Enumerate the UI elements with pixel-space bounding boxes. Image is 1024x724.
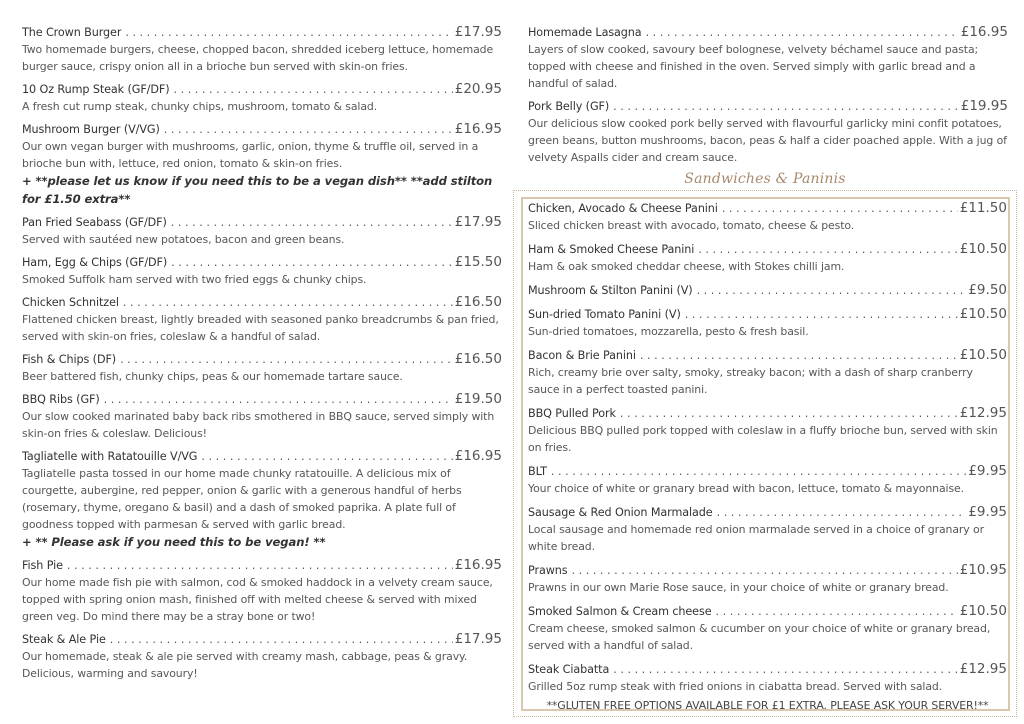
dot-leader — [123, 294, 453, 311]
item-description: Our slow cooked marinated baby back ribs smothered in BBQ sauce, served simply with skin-on fries & coleslaw. Delicious! — [22, 410, 495, 440]
item-price: £10.50 — [959, 347, 1007, 363]
menu-item — [22, 631, 502, 682]
dot-leader — [646, 24, 959, 41]
item-description: Cream cheese, smoked salmon & cucumber on your choice of white or granary bread, served with a handful of salad. — [528, 622, 991, 652]
item-price: £17.95 — [454, 24, 502, 40]
menu-item — [528, 562, 1007, 596]
item-price: £11.50 — [959, 200, 1007, 216]
dot-leader — [571, 562, 957, 579]
item-name: The Crown Burger — [22, 26, 122, 39]
menu-item — [22, 351, 502, 385]
menu-item — [22, 391, 502, 442]
menu-item — [528, 24, 1008, 92]
item-name: Sausage & Red Onion Marmalade — [528, 506, 713, 519]
dot-leader — [613, 661, 958, 678]
item-description: Our home made fish pie with salmon, cod & smoked haddock in a velvety cream sauce, topped with spring onion mash, finished off with melted cheese & served with mixed green veg. Do mind there may be a stray bone or two! — [22, 576, 493, 623]
item-description: Flattened chicken breast, lightly breaded with seasoned panko breadcrumbs & pan fried, served with skin-on fries, coleslaw & a handful of salad. — [22, 313, 499, 343]
item-note: + ** Please ask if you need this to be vegan! ** — [22, 535, 326, 549]
item-price: £10.50 — [959, 241, 1007, 257]
item-price: £16.95 — [454, 557, 502, 573]
dot-leader — [125, 24, 452, 41]
menu-item — [528, 504, 1007, 555]
dot-leader — [620, 405, 958, 422]
dot-leader — [104, 391, 453, 408]
item-price: £15.50 — [454, 254, 502, 270]
item-price: £10.50 — [959, 603, 1007, 619]
item-name: Chicken Schnitzel — [22, 296, 119, 309]
menu-item — [22, 294, 502, 345]
item-description: Your choice of white or granary bread with bacon, lettuce, tomato & mayonnaise. — [528, 482, 964, 495]
item-description: Two homemade burgers, cheese, chopped bacon, shredded iceberg lettuce, homemade burger sauce, crispy onion all in a brioche bun served with skin-on fries. — [22, 43, 494, 73]
dot-leader — [201, 448, 452, 465]
menu-item — [22, 557, 502, 625]
menu-item — [22, 81, 502, 115]
item-name: Mushroom Burger (V/VG) — [22, 123, 160, 136]
menu-item — [528, 98, 1008, 166]
item-price: £16.95 — [454, 121, 502, 137]
item-price: £10.50 — [959, 306, 1007, 322]
menu-item — [528, 463, 1007, 497]
item-name: 10 Oz Rump Steak (GF/DF) — [22, 83, 170, 96]
item-description: Sun-dried tomatoes, mozzarella, pesto & fresh basil. — [528, 325, 809, 338]
item-description: Our delicious slow cooked pork belly served with flavourful garlicky mini confit potatoes, green beans, button mushrooms, bacon, peas & half a cider poached apple. With a jug of velvety Aspalls cider and cream sauce. — [528, 117, 1007, 164]
item-price: £10.95 — [959, 562, 1007, 578]
item-description: Our own vegan burger with mushrooms, garlic, onion, thyme & truffle oil, served in a brioche bun with, lettuce, red onion, tomato & skin-on fries. — [22, 140, 479, 170]
item-name: Fish & Chips (DF) — [22, 353, 117, 366]
menu-item — [22, 121, 502, 208]
item-price: £9.95 — [968, 463, 1007, 479]
dot-leader — [722, 200, 958, 217]
menu-item — [22, 24, 502, 75]
dot-leader — [685, 306, 958, 323]
item-price: £9.50 — [968, 282, 1007, 298]
item-price: £9.95 — [968, 504, 1007, 520]
item-name: BBQ Ribs (GF) — [22, 393, 100, 406]
dot-leader — [640, 347, 958, 364]
item-price: £17.95 — [454, 631, 502, 647]
item-description: Layers of slow cooked, savoury beef bolognese, velvety béchamel sauce and pasta; topped with cheese and finished in the oven. Served simply with garlic bread and a handful of salad. — [528, 43, 979, 90]
mains-left-column — [22, 24, 502, 688]
item-description: Grilled 5oz rump steak with fried onions in ciabatta bread. Served with salad. — [528, 680, 943, 693]
menu-item — [22, 254, 502, 288]
gluten-free-note: **GLUTEN FREE OPTIONS AVAILABLE FOR £1 EXTRA. PLEASE ASK YOUR SERVER!** — [546, 699, 989, 712]
dot-leader — [551, 463, 966, 480]
item-name: Mushroom & Stilton Panini (V) — [528, 284, 693, 297]
item-name: Pork Belly (GF) — [528, 100, 610, 113]
item-description: Our homemade, steak & ale pie served with creamy mash, cabbage, peas & gravy. Delicious, warming and savoury! — [22, 650, 468, 680]
item-description: Rich, creamy brie over salty, smoky, streaky bacon; with a dash of sharp cranberry sauce in a perfect toasted panini. — [528, 366, 973, 396]
mains-right-column — [528, 24, 1008, 172]
item-description: Ham & oak smoked cheddar cheese, with Stokes chilli jam. — [528, 260, 845, 273]
menu-item — [528, 241, 1007, 275]
item-name: BLT — [528, 465, 547, 478]
item-price: £20.95 — [454, 81, 502, 97]
item-description: Tagliatelle pasta tossed in our home made chunky ratatouille. A delicious mix of courgette, aubergine, red pepper, onion & garlic with a generous handful of herbs (rosemary, thyme, oregano & basil) and a dash of smoked paprika. A plate full of goodness topped with parmesan & served with garlic bread. — [22, 467, 462, 531]
item-name: Prawns — [528, 564, 568, 577]
dot-leader — [715, 603, 957, 620]
dot-leader — [173, 81, 452, 98]
item-name: Ham, Egg & Chips (GF/DF) — [22, 256, 168, 269]
item-name: Smoked Salmon & Cream cheese — [528, 605, 712, 618]
item-price: £16.50 — [454, 351, 502, 367]
item-description: Delicious BBQ pulled pork topped with coleslaw in a fluffy brioche bun, served with skin on fries. — [528, 424, 998, 454]
menu-item — [22, 214, 502, 248]
menu-item — [528, 200, 1007, 234]
menu-item — [528, 347, 1007, 398]
item-name: Chicken, Avocado & Cheese Panini — [528, 202, 718, 215]
item-name: Tagliatelle with Ratatouille V/VG — [22, 450, 198, 463]
menu-item — [22, 448, 502, 551]
menu-item — [528, 282, 1007, 299]
item-description: Prawns in our own Marie Rose sauce, in your choice of white or granary bread. — [528, 581, 949, 594]
item-price: £16.50 — [454, 294, 502, 310]
dot-leader — [164, 121, 453, 138]
item-description: Sliced chicken breast with avocado, tomato, cheese & pesto. — [528, 219, 855, 232]
sandwiches-list — [528, 200, 1007, 713]
item-name: Homemade Lasagna — [528, 26, 642, 39]
item-price: £12.95 — [959, 661, 1007, 677]
dot-leader — [613, 98, 959, 115]
item-name: Fish Pie — [22, 559, 63, 572]
dot-leader — [171, 254, 453, 271]
dot-leader — [717, 504, 967, 521]
dot-leader — [697, 282, 967, 299]
menu-item — [528, 405, 1007, 456]
item-price: £16.95 — [454, 448, 502, 464]
item-description: Local sausage and homemade red onion marmalade served in a choice of granary or white bread. — [528, 523, 984, 553]
item-description: Beer battered fish, chunky chips, peas & our homemade tartare sauce. — [22, 370, 403, 383]
item-price: £17.95 — [454, 214, 502, 230]
menu-item — [528, 603, 1007, 654]
menu-item — [528, 661, 1007, 695]
item-price: £19.50 — [454, 391, 502, 407]
item-name: BBQ Pulled Pork — [528, 407, 616, 420]
item-name: Pan Fried Seabass (GF/DF) — [22, 216, 167, 229]
dot-leader — [120, 351, 453, 368]
item-price: £16.95 — [960, 24, 1008, 40]
item-name: Ham & Smoked Cheese Panini — [528, 243, 695, 256]
item-name: Steak & Ale Pie — [22, 633, 106, 646]
item-price: £19.95 — [960, 98, 1008, 114]
menu-item — [528, 306, 1007, 340]
item-note: + **please let us know if you need this to be a vegan dish** **add stilton for £1.50 extra** — [22, 174, 493, 206]
dot-leader — [67, 557, 453, 574]
item-name: Sun-dried Tomato Panini (V) — [528, 308, 681, 321]
dot-leader — [171, 214, 453, 231]
section-title-sandwiches: Sandwiches & Paninis — [684, 171, 846, 187]
dot-leader — [698, 241, 957, 258]
item-description: A fresh cut rump steak, chunky chips, mushroom, tomato & salad. — [22, 100, 378, 113]
item-price: £12.95 — [959, 405, 1007, 421]
item-description: Smoked Suffolk ham served with two fried eggs & chunky chips. — [22, 273, 367, 286]
item-description: Served with sautéed new potatoes, bacon and green beans. — [22, 233, 345, 246]
item-name: Bacon & Brie Panini — [528, 349, 636, 362]
item-name: Steak Ciabatta — [528, 663, 610, 676]
dot-leader — [110, 631, 453, 648]
